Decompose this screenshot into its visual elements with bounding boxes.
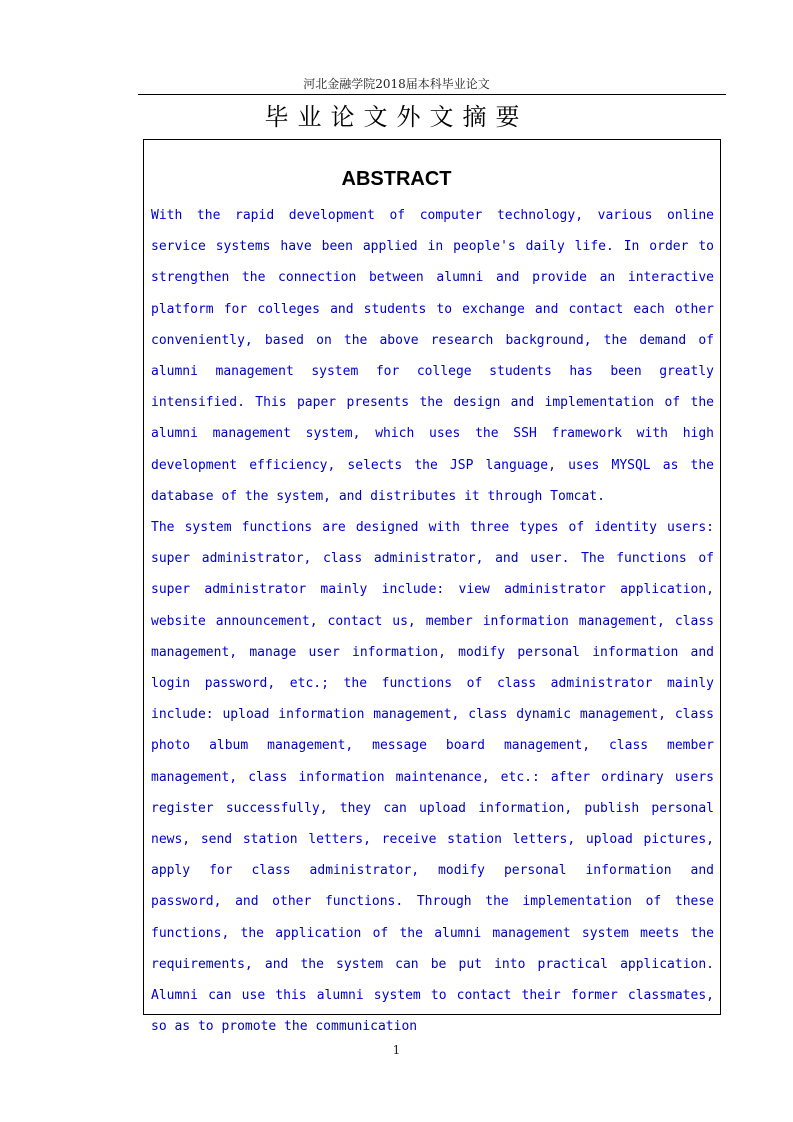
header-rule bbox=[138, 94, 726, 95]
page-number: 1 bbox=[392, 1043, 401, 1057]
abstract-body bbox=[151, 200, 714, 1042]
abstract-paragraph-2: The system functions are designed with three types of identity users: super administrator, class administrator, and user. The functions of super administrator mainly include: view administrator application, website announcement, contact us, member information management, class management, manage user information, modify personal information and login password, etc.; the functions of class administrator mainly include: upload information management, class dynamic management, class photo album management, message board management, class member management, class information maintenance, etc.: after ordinary users register successfully, they can upload information, publish personal news, send station letters, receive station letters, upload pictures, apply for class administrator, modify personal information and password, and other functions. Through the implementation of these functions, the application of the alumni management system meets the requirements, and the system can be put into practical application. Alumni can use this alumni system to contact their former classmates, so as to promote the communication bbox=[151, 520, 714, 1035]
abstract-heading: ABSTRACT bbox=[341, 168, 452, 190]
page-title: 毕业论文外文摘要 bbox=[264, 103, 529, 131]
running-header: 河北金融学院2018届本科毕业论文 bbox=[303, 77, 490, 91]
abstract-paragraph-1: With the rapid development of computer technology, various online service systems have been applied in people's daily life. In order to strengthen the connection between alumni and provide an interactive platform for colleges and students to exchange and contact each other conveniently, based on the above research background, the demand of alumni management system for college students has been greatly intensified. This paper presents the design and implementation of the alumni management system, which uses the SSH framework with high development efficiency, selects the JSP language, uses MYSQL as the database of the system, and distributes it through Tomcat. bbox=[151, 208, 714, 504]
